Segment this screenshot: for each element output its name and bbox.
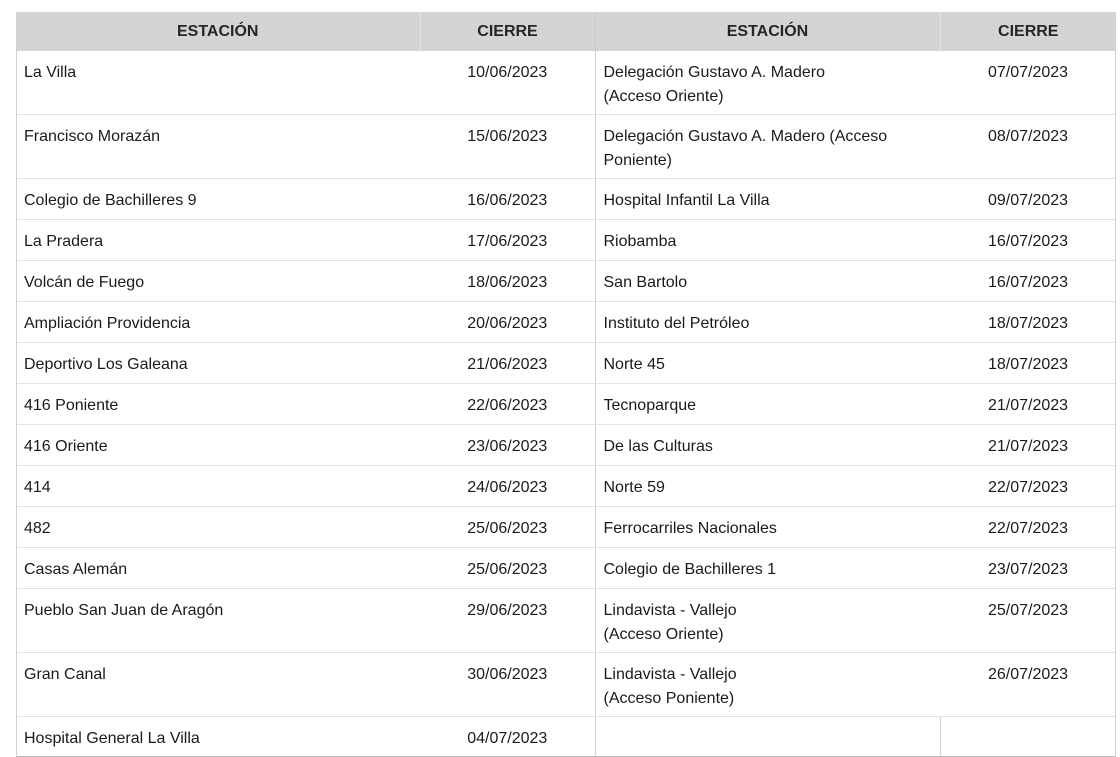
station-cell: Volcán de Fuego	[16, 261, 420, 302]
table-row	[16, 717, 1116, 757]
station-closures-table	[16, 12, 1116, 757]
table-row	[16, 51, 1116, 115]
table-row	[16, 384, 1116, 425]
closure-date-cell: 08/07/2023	[940, 115, 1116, 179]
closure-date-cell: 25/06/2023	[420, 548, 595, 589]
table-row	[16, 179, 1116, 220]
station-cell: Colegio de Bachilleres 1	[595, 548, 940, 589]
closure-date-cell: 16/06/2023	[420, 179, 595, 220]
closure-date-cell: 30/06/2023	[420, 653, 595, 717]
header-station-right: ESTACIÓN	[595, 12, 940, 51]
closure-date-cell: 18/07/2023	[940, 302, 1116, 343]
station-cell: Delegación Gustavo A. Madero (Acceso Poniente)	[595, 115, 940, 179]
closure-date-cell: 07/07/2023	[940, 51, 1116, 115]
header-station-left: ESTACIÓN	[16, 12, 420, 51]
closures-table-container	[16, 12, 1116, 757]
closure-date-cell: 10/06/2023	[420, 51, 595, 115]
closure-date-cell: 16/07/2023	[940, 220, 1116, 261]
station-cell	[595, 717, 940, 757]
table-header-row	[16, 12, 1116, 51]
table-row	[16, 343, 1116, 384]
table-row	[16, 425, 1116, 466]
station-cell: Hospital General La Villa	[24, 730, 200, 747]
closure-date-cell: 24/06/2023	[420, 466, 595, 507]
station-cell: Casas Alemán	[16, 548, 420, 589]
closure-date-cell: 22/07/2023	[940, 507, 1116, 548]
closure-date-cell: 26/07/2023	[940, 653, 1116, 717]
closure-date-cell: 22/07/2023	[940, 466, 1116, 507]
closure-date-cell: 22/06/2023	[420, 384, 595, 425]
closure-date-cell: 18/06/2023	[420, 261, 595, 302]
closure-date-cell: 16/07/2023	[940, 261, 1116, 302]
closure-date-cell: 09/07/2023	[940, 179, 1116, 220]
closure-date-cell: 25/07/2023	[940, 589, 1116, 653]
header-closure-left: CIERRE	[420, 12, 595, 51]
station-cell: Pueblo San Juan de Aragón	[16, 589, 420, 653]
station-cell: Norte 45	[595, 343, 940, 384]
table-row	[16, 589, 1116, 653]
closure-date-cell: 18/07/2023	[940, 343, 1116, 384]
closure-date-cell: 15/06/2023	[420, 115, 595, 179]
table-row	[16, 466, 1116, 507]
table-row	[16, 261, 1116, 302]
station-cell: Tecnoparque	[595, 384, 940, 425]
closure-date-cell: 21/06/2023	[420, 343, 595, 384]
closure-date-cell: 17/06/2023	[420, 220, 595, 261]
station-cell: Norte 59	[595, 466, 940, 507]
station-cell: Francisco Morazán	[16, 115, 420, 179]
closure-date-cell: 20/06/2023	[420, 302, 595, 343]
closure-date-cell: 25/06/2023	[420, 507, 595, 548]
station-cell: Riobamba	[595, 220, 940, 261]
station-cell: Lindavista - Vallejo (Acceso Poniente)	[595, 653, 940, 717]
station-cell: La Pradera	[16, 220, 420, 261]
station-cell: Instituto del Petróleo	[595, 302, 940, 343]
station-cell: Ferrocarriles Nacionales	[595, 507, 940, 548]
closure-date-cell: 21/07/2023	[940, 425, 1116, 466]
station-cell: Ampliación Providencia	[16, 302, 420, 343]
station-cell: Hospital Infantil La Villa	[595, 179, 940, 220]
station-cell: Deportivo Los Galeana	[16, 343, 420, 384]
closure-date-cell	[940, 717, 1116, 757]
station-cell: Delegación Gustavo A. Madero (Acceso Oriente)	[595, 51, 940, 115]
table-row	[16, 548, 1116, 589]
station-cell: De las Culturas	[595, 425, 940, 466]
station-cell: Lindavista - Vallejo (Acceso Oriente)	[595, 589, 940, 653]
station-cell: 414	[16, 466, 420, 507]
table-row	[16, 220, 1116, 261]
closure-date-cell: 23/07/2023	[940, 548, 1116, 589]
table-row	[16, 115, 1116, 179]
closure-date-cell: 04/07/2023	[420, 717, 595, 757]
closure-date-cell: 23/06/2023	[420, 425, 595, 466]
table-row	[16, 653, 1116, 717]
table-row	[16, 507, 1116, 548]
station-cell: 416 Oriente	[16, 425, 420, 466]
station-cell: San Bartolo	[595, 261, 940, 302]
station-cell: 482	[16, 507, 420, 548]
header-closure-right: CIERRE	[940, 12, 1116, 51]
closure-date-cell: 29/06/2023	[420, 589, 595, 653]
station-cell: La Villa	[16, 51, 420, 115]
closure-date-cell: 21/07/2023	[940, 384, 1116, 425]
table-row	[16, 302, 1116, 343]
station-cell: Gran Canal	[16, 653, 420, 717]
station-cell: Colegio de Bachilleres 9	[16, 179, 420, 220]
station-cell: 416 Poniente	[16, 384, 420, 425]
